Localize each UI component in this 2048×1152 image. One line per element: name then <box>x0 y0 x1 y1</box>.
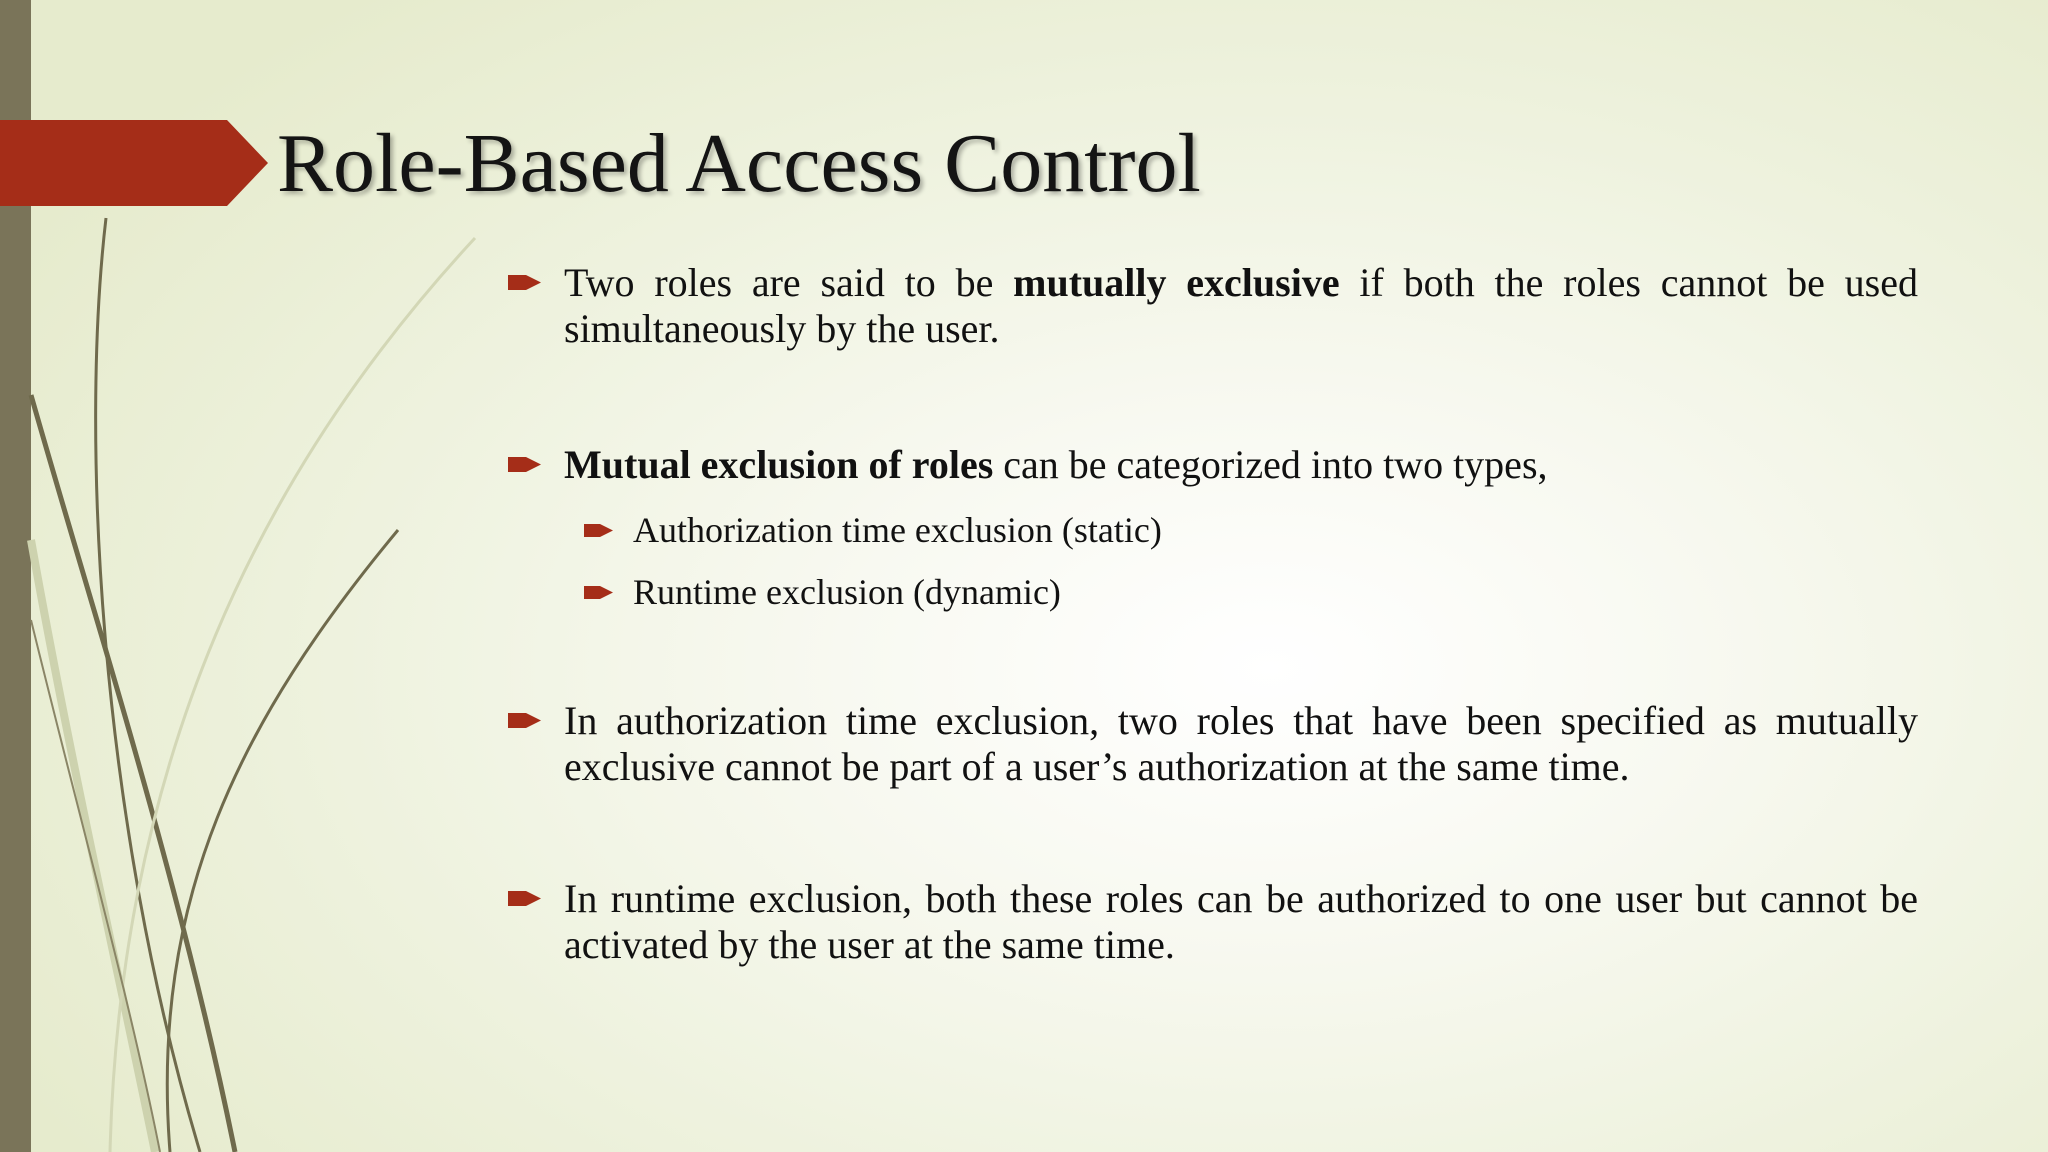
subbullet-text: Authorization time exclusion (static) <box>633 510 1162 550</box>
bullet-text: Two roles are said to be <box>564 260 1014 305</box>
bullet-text: if both the roles cannot be used simultaneously by the user. <box>564 260 1918 351</box>
subbullet-text: Runtime exclusion (dynamic) <box>633 572 1061 612</box>
arrow-bullet-icon <box>508 273 541 292</box>
subbullet-dynamic <box>584 572 1918 612</box>
bullet-text: In runtime exclusion, both these roles can be authorized to one user but cannot be activated by the user at the same time. <box>564 876 1918 967</box>
arrow-bullet-icon <box>584 584 613 601</box>
bullet-authorization-time-exclusion <box>508 698 1918 790</box>
arrow-bullet-icon <box>508 889 541 908</box>
bullet-mutual-exclusion-types <box>508 442 1918 488</box>
slide-title: Role-Based Access Control <box>277 117 1201 210</box>
bullet-text: can be categorized into two types, <box>993 442 1548 487</box>
bullet-runtime-exclusion <box>508 876 1918 968</box>
arrow-bullet-icon <box>508 455 541 474</box>
title-arrow-banner <box>0 120 268 206</box>
bullet-list <box>508 260 1918 968</box>
bullet-bold-text: mutually exclusive <box>1013 260 1340 305</box>
bullet-mutually-exclusive <box>508 260 1918 352</box>
arrow-bullet-icon <box>584 522 613 539</box>
subbullet-static <box>584 510 1918 550</box>
arrow-bullet-icon <box>508 711 541 730</box>
bullet-text: In authorization time exclusion, two roles that have been specified as mutually exclusive cannot be part of a user’s authorization at the same time. <box>564 698 1918 789</box>
bullet-bold-text: Mutual exclusion of roles <box>564 442 994 487</box>
